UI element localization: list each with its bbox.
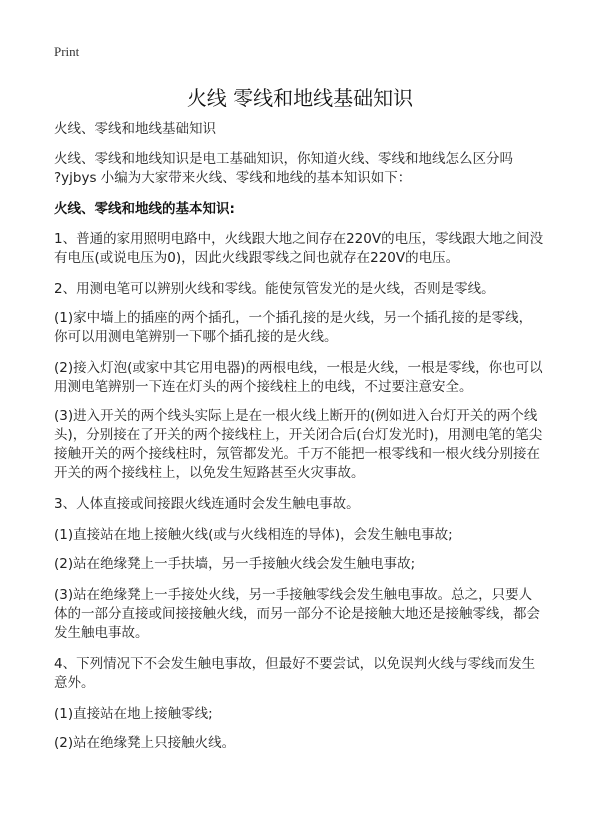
text-line: (3)进入开关的两个线头实际上是在一根火线上断开的(例如进入台灯开关的两个线 [54,408,538,424]
paragraph [54,359,543,397]
paragraph [54,309,532,347]
text-line: ?yjbys 小编为大家带来火线、零线和地线的基本知识如下： [54,170,412,186]
text-line: (3)站在绝缘凳上一手接处火线，另一手接触零线会发生触电事故。总之，只要人 [54,587,533,603]
section-heading [54,200,235,219]
text-line: 火线、零线和地线的基本知识: [54,201,235,217]
text-line: 火线、零线和地线知识是电工基础知识，你知道火线、零线和地线怎么区分吗 [54,151,513,167]
paragraph [54,526,453,545]
paragraph [54,495,360,514]
text-line: (1)直接站在地上接触火线(或与火线相连的导体)，会发生触电事故; [54,527,453,543]
text-line: (1)家中墙上的插座的两个插孔，一个插孔接的是火线，另一个插孔接的是零线， [54,310,533,326]
paragraph [54,734,235,753]
text-line: 用测电笔辨别一下连在灯头的两个接线柱上的电线，不过要注意安全。 [54,379,473,395]
text-line: 2、用测电笔可以辨别火线和零线。能使氖管发光的是火线，否则是零线。 [54,281,495,297]
text-line: 体的一部分直接或间接接触火线，而另一部分不论是接触大地还是接触零线，都会 [54,606,540,622]
text-line: 火线、零线和地线基础知识 [54,121,216,137]
text-line: 发生触电事故。 [54,625,149,641]
paragraph [54,407,542,483]
text-line: 1、普通的家用照明电路中，火线跟大地之间存在220V的电压，零线跟大地之间没 [54,231,544,247]
text-line: (2)站在绝缘凳上只接触火线。 [54,735,236,751]
text-line: 有电压(或说电压为0)，因此火线跟零线之间也就存在220V的电压。 [54,250,460,266]
text-line: 3、人体直接或间接跟火线连通时会发生触电事故。 [54,496,360,512]
text-line: 4、下列情况下不会发生触电事故，但最好不要尝试，以免误判火线与零线而发生 [54,656,536,672]
paragraph [54,705,213,724]
text-line: 开关的两个接线柱上，以免发生短路甚至火灾事故。 [54,465,365,481]
paragraph [54,120,216,139]
text-line: 头)，分别接在了开关的两个接线柱上，开关闭合后(台灯发光时)，用测电笔的笔尖 [54,427,543,443]
paragraph [54,150,513,188]
text-line: 接触开关的两个接线柱时，氖管都发光。千万不能把一根零线和一根火线分别接在 [54,446,540,462]
text-line: 你可以用测电笔辨别一下哪个插孔接的是火线。 [54,329,338,345]
text-line: (2)站在绝缘凳上一手扶墙，另一手接触火线会发生触电事故; [54,556,416,572]
text-line: (1)直接站在地上接触零线; [54,706,213,722]
text-line: 意外。 [54,675,95,691]
print-link[interactable]: Print [54,44,80,59]
text-line: (2)接入灯泡(或家中其它用电器)的两根电线，一根是火线，一根是零线，你也可以 [54,360,543,376]
paragraph [54,555,415,574]
paragraph [54,586,540,643]
paragraph [54,280,495,299]
paragraph [54,655,535,693]
page-title: 火线 零线和地线基础知识 [186,86,414,110]
paragraph [54,230,543,268]
